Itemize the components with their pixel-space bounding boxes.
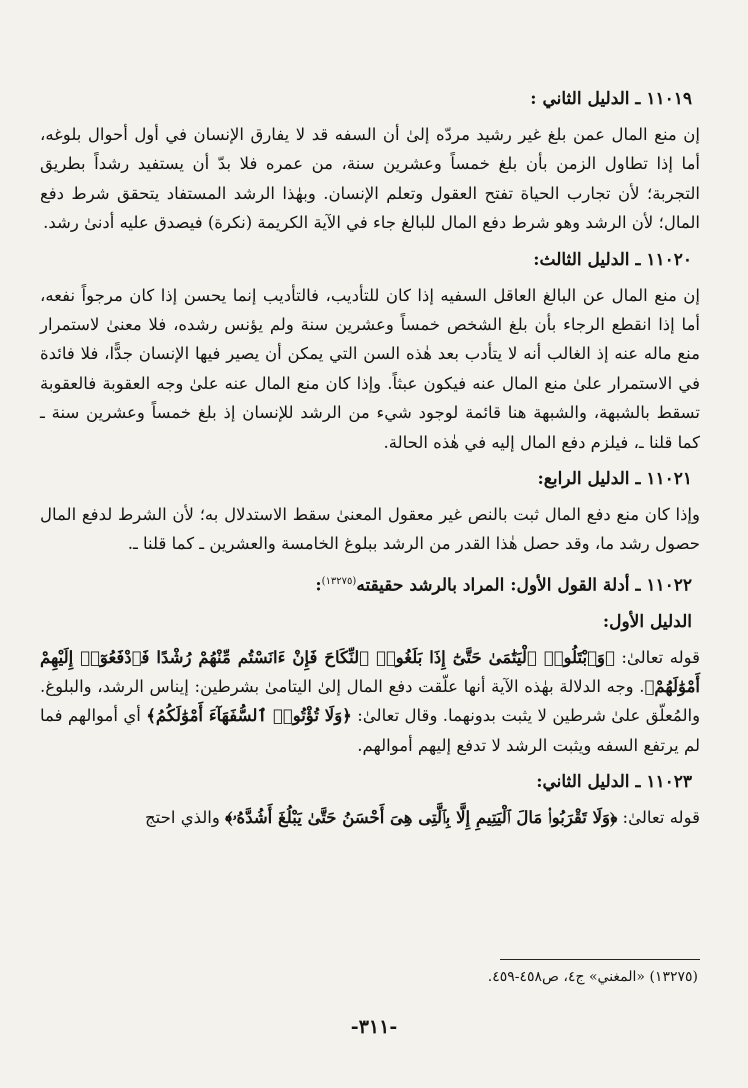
section-text-11019: إن منع المال عمن بلغ غير رشيد مردّه إلىٰ أن السفه قد لا يفارق الإنسان في أول أحوال بلوغه، أما إذا تطاول الزمن بأن بلغ خمساً وعشرين سنة، من عمره فلا بدّ أن يستفيد رشداً بطريق التجربة؛ لأن تجارب الحياة تفتح العقول وتعلم الإنسان. وبهٰذا الرشد المستفاد يتحقق شرط دفع المال؛ لأن الرشد وهو شرط دفع المال للبالغ جاء في الآية الكريمة (نكرة) فيصدق عليه أدنىٰ رشد. [40,125,700,233]
section-text-11023 [40,803,700,832]
subheading-first-evidence: الدليل الأول: [602,611,692,632]
text-run: أي أموالهم فما لم يرتفع السفه ويثبت الرشد لا تدفع إليهم أموالهم. [40,706,700,755]
text-run: قوله تعالىٰ: [622,808,700,828]
quran-verse: ﴿وَلَا تُؤْتُوا۟ ٱلسُّفَهَآءَ أَمْوَٰلَكُمُ﴾ [146,706,352,726]
section-heading-11020: ١١٠٢٠ ـ الدليل الثالث: [533,249,692,270]
section-heading-11019: ١١٠١٩ ـ الدليل الثاني : [530,89,692,109]
section-heading-11021: ١١٠٢١ ـ الدليل الرابع: [537,469,692,490]
section-heading-11022 [40,567,692,601]
footnote: (١٣٢٧٥) «المغني» ج٤، ص٤٥٨-٤٥٩. [487,969,698,985]
page-number: -٣١١- [350,1016,398,1038]
text-run: . وجه الدلالة بهٰذه الآية أنها علّقت دفع المال إلىٰ اليتامىٰ بشرطين: إيناس الرشد، والبلوغ. والمُعلّق علىٰ شرطين لا يثبت بدونهما. وقال تعالىٰ: [40,676,701,726]
footnote-divider [500,959,700,960]
section-heading-11023: ١١٠٢٣ ـ الدليل الثاني: [536,772,692,793]
section-text-11022 [40,643,700,761]
section-text-11021: وإذا كان منع دفع المال ثبت بالنص غير معقول المعنىٰ سقط الاستدلال به؛ لأن الشرط لدفع المال حصول رشد ما، وقد حصل هٰذا القدر من الرشد ببلوغ الخامسة والعشرين ـ كما قلنا ـ. [40,505,700,554]
quran-verse: ﴿وَٱبْتَلُوا۟ ٱلْيَتَٰمَىٰ حَتَّىٰٓ إِذَا بَلَغُوا۟ ٱلنِّكَاحَ فَإِنْ ءَانَسْتُم مِّنْهُمْ رُشْدًا فَٱدْفَعُوٓا۟ إِلَيْهِمْ أَمْوَٰلَهُمْ﴾ [40,647,700,696]
quran-verse: ﴿وَلَا تَقْرَبُوا۟ مَالَ ٱلْيَتِيمِ إِلَّا بِٱلَّتِى هِىَ أَحْسَنُ حَتَّىٰ يَبْلُغَ أَشُدَّهُۥ﴾ [225,808,618,828]
text-run: قوله تعالىٰ: [621,647,701,667]
section-text-11020: إن منع المال عن البالغ العاقل السفيه إذا كان للتأديب، فالتأديب إنما يحسن إذا كان مرجواً نفعه، أما إذا انقطع الرجاء بأن بلغ الشخص خمساً وعشرين سنة ولم يؤنس رشده، فلا معنىٰ لاستمرار منع ماله عنه إذ الغالب أنه لا يتأدب بعد هٰذه السن التي يمكن أن يصير فيها الإنسان جدًّا، فلا فائدة في الاستمرار علىٰ منع المال عنه فيكون عبثاً. وإذا كان منع المال عنه علىٰ وجه العقوبة فالعقوبة تسقط بالشبهة، والشبهة هنا قائمة لوجود شيء من الرشد للإنسان إذ بلغ خمساً وعشرين سنة ـ كما قلنا ـ، فيلزم دفع المال إليه في هٰذه الحالة. [40,285,700,452]
text-run: والذي احتج [145,808,220,828]
heading-colon: : [315,575,322,596]
heading-text: ١١٠٢٢ ـ أدلة القول الأول: المراد بالرشد حقيقته [356,575,692,596]
footnote-reference[interactable]: (١٣٢٧٥) [321,575,357,587]
